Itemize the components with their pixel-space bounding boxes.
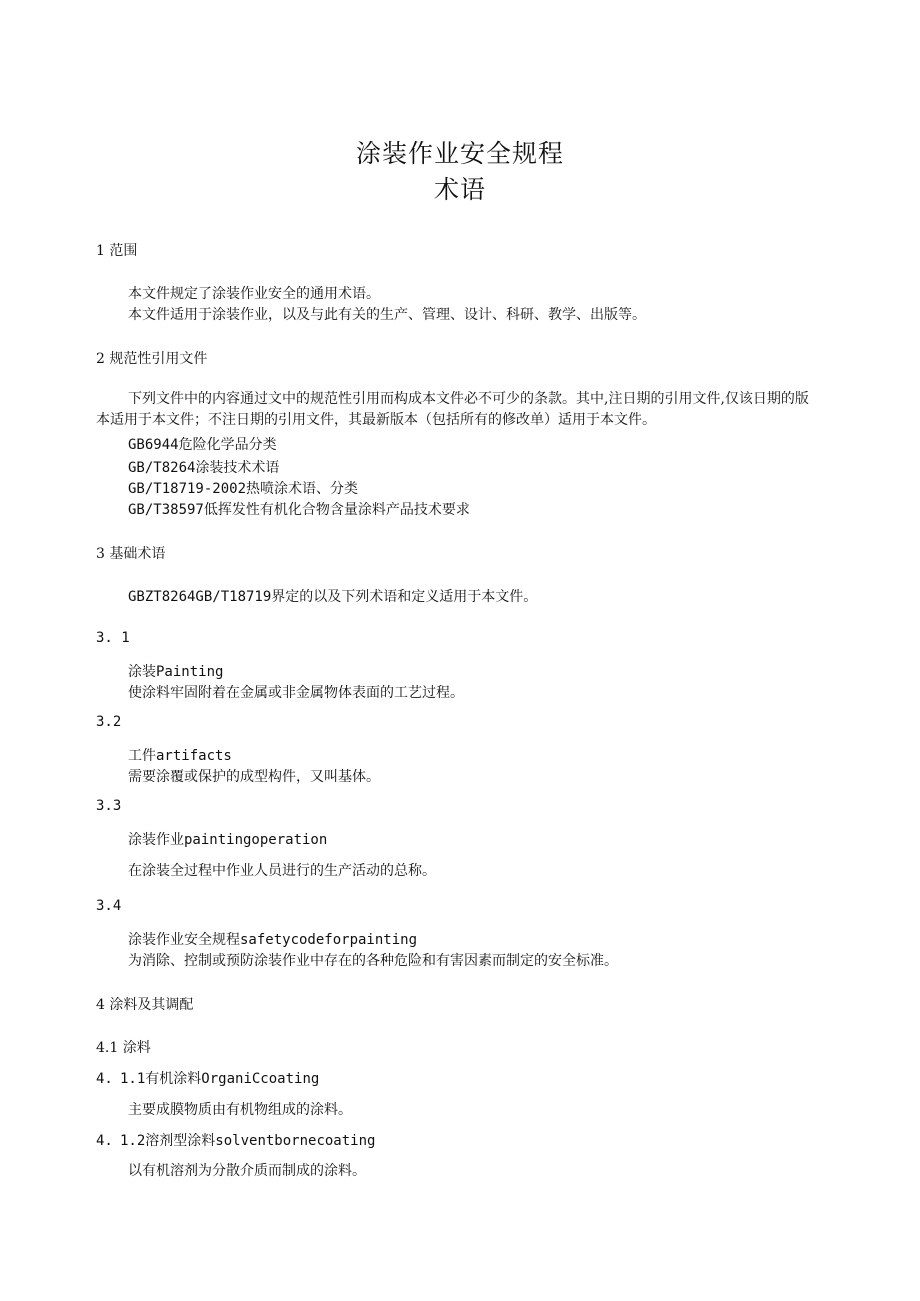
term-number: 4. [96, 1133, 113, 1149]
term-en: paintingoperation [184, 832, 328, 848]
term-title [128, 929, 417, 949]
term-title [96, 1130, 375, 1150]
term-subnumber: 1.1 [120, 1071, 146, 1087]
term-title [128, 745, 232, 765]
paragraph [128, 586, 537, 606]
term-en: artifacts [156, 748, 232, 764]
page-subtitle: 术语 [433, 175, 486, 204]
reference-code: GB/T38597 [128, 502, 204, 518]
term-number: 3.3 [96, 798, 122, 814]
term-en: OrganiCcoating [201, 1071, 320, 1087]
reference-title: 热喷涂术语、分类 [246, 481, 359, 497]
term-number: 3. 1 [96, 630, 130, 646]
term-definition: 主要成膜物质由有机物组成的涂料。 [128, 1102, 352, 1118]
term-number: 3.4 [96, 898, 122, 914]
reference-item [128, 434, 277, 454]
term-zh: 涂装作业安全规程 [128, 932, 240, 948]
term-definition: 需要涂覆或保护的成型构件，又叫基体。 [128, 769, 380, 785]
paragraph-text: 界定的以及下列术语和定义适用于本文件。 [271, 589, 538, 605]
term-definition: 使涂料牢固附着在金属或非金属物体表面的工艺过程。 [128, 685, 464, 701]
reference-title: 低挥发性有机化合物含量涂料产品技术要求 [203, 502, 470, 518]
term-subnumber: 1.2 [120, 1133, 146, 1149]
term-zh: 工件 [128, 748, 156, 764]
page-title: 涂装作业安全规程 [355, 139, 564, 168]
section-heading-basic-terms: 3 基础术语 [96, 546, 166, 562]
term-zh: 溶剂型涂料 [145, 1133, 216, 1149]
term-number: 3.2 [96, 714, 122, 730]
term-definition: 为消除、控制或预防涂装作业中存在的各种危险和有害因素而制定的安全标准。 [128, 953, 618, 969]
term-zh: 有机涂料 [145, 1071, 202, 1087]
term-en: solventbornecoating [215, 1133, 376, 1149]
reference-code: GB6944 [128, 437, 179, 453]
term-en: safetycodeforpainting [240, 932, 418, 948]
subsection-heading: 4.1 涂料 [96, 1040, 151, 1056]
term-number: 4. [96, 1071, 113, 1087]
term-title [128, 829, 327, 849]
reference-item [128, 499, 470, 519]
term-en: Painting [156, 664, 224, 680]
paragraph: 下列文件中的内容通过文中的规范性引用而构成本文件必不可少的条款。其中,注日期的引用文件,仅该日期的版本适用于本文件；不注日期的引用文件，其最新版本（包括所有的修改单）适用于本文件。 [96, 391, 809, 428]
section-heading-scope: 1 范围 [96, 243, 138, 259]
term-zh: 涂装 [128, 664, 156, 680]
paragraph: 本文件规定了涂装作业安全的通用术语。 [128, 286, 380, 302]
term-zh: 涂装作业 [128, 832, 184, 848]
reference-code: GB/T18719-2002 [128, 481, 247, 497]
reference-code: GBZT8264GB/T18719 [128, 589, 272, 605]
reference-item [128, 457, 279, 477]
term-title [96, 1068, 319, 1088]
reference-item [128, 478, 358, 498]
paragraph: 本文件适用于涂装作业，以及与此有关的生产、管理、设计、科研、教学、出版等。 [128, 307, 646, 323]
reference-title: 涂装技术术语 [195, 460, 280, 476]
reference-code: GB/T8264 [128, 460, 196, 476]
reference-title: 危险化学品分类 [178, 437, 277, 453]
section-heading-normative-references: 2 规范性引用文件 [96, 351, 208, 367]
term-definition: 在涂装全过程中作业人员进行的生产活动的总称。 [128, 863, 436, 879]
term-title [128, 661, 223, 681]
section-heading-coatings: 4 涂料及其调配 [96, 997, 194, 1013]
term-definition: 以有机溶剂为分散介质而制成的涂料。 [128, 1163, 366, 1179]
